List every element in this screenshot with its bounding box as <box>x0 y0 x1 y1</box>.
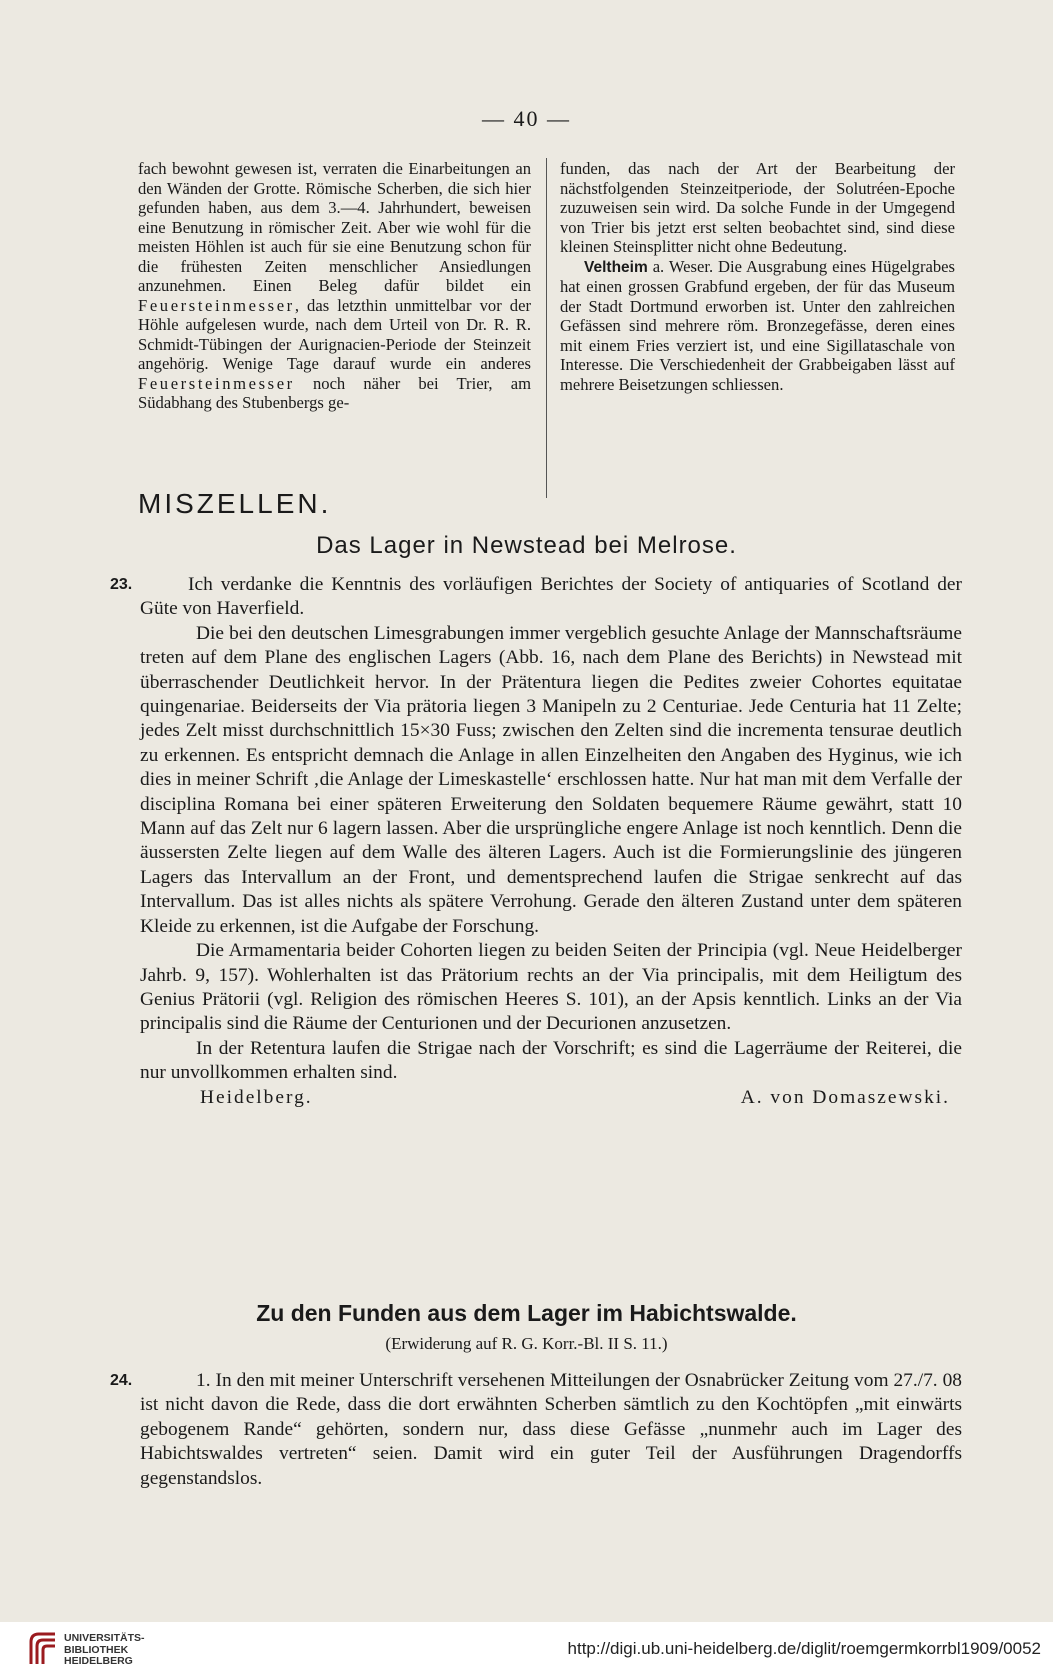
emphasis-feuersteinmesser: Feuersteinmesser <box>138 295 295 315</box>
left-column <box>138 159 531 413</box>
article-number: 23. <box>110 576 133 593</box>
right-column <box>560 159 955 394</box>
article-number: 24. <box>110 1372 133 1389</box>
signature-line <box>140 1086 962 1110</box>
article-paragraph: Die bei den deutschen Limesgrabungen immer vergeblich gesuchte Anlage der Mannschaftsräume treten auf dem Plane des englischen Lagers (Abb. 16, nach dem Plane des Berichts) in Newstead mit überraschender Deutlichkeit hervor. In der Prätentura liegen die Pedites zweier Cohortes equitatae quingenariae. Beiderseits der Via prätoria liegen 3 Manipeln zu 2 Centuriae. Jede Centuria hat 11 Zelte; jedes Zelt misst durchschnittlich 15×30 Fuss; zwischen den Zelten sind die incrementa tensurae deutlich zu erkennen. Es entspricht demnach die Anlage in allen Einzelheiten den Angaben des Hyginus, wie ich dies in meiner Schrift ‚die Anlage der Limeskastelle‘ erschlossen hatte. Nur hat man mit dem Verfalle der disciplina Romana bei einer späteren Erweiterung den Soldaten bequemere Räume gewährt, statt 10 Mann auf das Zelt nur 6 lagern lassen. Aber die ursprüngliche engere Anlage ist noch kenntlich. Denn die äussersten Zelte liegen auf dem Walle des älteren Lagers. Auch ist die Formierungslinie des jüngeren Lagers das Intervallum an der Front, und dementsprechend laufen die Strigae senkrecht auf das Intervallum. Das ist alles nichts als spätere Verrohung. Gerade den älteren Zustand unter dem späteren Kleide zu erkennen, ist die Aufgabe der Forschung. <box>140 622 962 937</box>
source-url-link[interactable]: http://digi.ub.uni-heidelberg.de/diglit/roemgermkorrbl1909/0052 <box>567 1639 1041 1658</box>
library-logo-text: UNIVERSITÄTS- BIBLIOTHEK HEIDELBERG <box>64 1632 145 1667</box>
place-name: Veltheim <box>584 258 648 276</box>
article-title: Das Lager in Newstead bei Melrose. <box>316 532 737 559</box>
emphasis-feuersteinmesser: Feuersteinmesser <box>138 373 295 393</box>
left-column-text: fach bewohnt gewesen ist, verraten die Einarbeitungen an den Wänden der Grotte. Römische Scherben, die sich hier gefunden haben, aus dem 3.—4. Jahrhundert, beweisen eine Benutzung in römischer Zeit. Aber wie wohl für die meisten Höhlen ist auch für sie eine Benutzung schon für die frühesten Zeiten menschlicher Ansiedlungen anzunehmen. Einen Beleg dafür bildet ein Feuersteinmesser, das letzthin unmittelbar vor der Höhle aufgelesen wurde, nach dem Urteil von Dr. R. R. Schmidt-Tübingen der Aurignacien-Periode der Steinzeit angehörig. Wenige Tage darauf wurde ein anderes Feuersteinmesser noch näher bei Trier, am Südabhang des Stubenbergs ge- <box>138 159 531 412</box>
article-title: Zu den Funden aus dem Lager im Habichtswalde. <box>256 1300 797 1326</box>
veltheim-paragraph: Veltheim a. Weser. Die Ausgrabung eines Hügelgrabes hat einen grossen Grabfund ergeben, der für das Museum der Stadt Dortmund erworben ist. Unter den zahlreichen Gefässen sind mehrere röm. Bronzegefässe, deren eines mit einem Fries verziert ist, und eine Sigillataschale von Interesse. Die Verschiedenheit der Grabbeigaben lässt auf mehrere Beisetzungen schliessen. <box>560 256 955 394</box>
signature-author: A. von Domaszewski. <box>740 1086 950 1108</box>
article-paragraph: 1. In den mit meiner Unterschrift versehenen Mitteilungen der Osnabrücker Zeitung vom 27./7. 08 ist nicht davon die Rede, dass die dort erwähnten Scherben sämtlich zu den Kochtöpfen „mit einwärts gebogenem Rande“ gehörten, sondern nur, dass diese Gefässe „nunmehr auch im Lager des Habichtswaldes vertreten“ seien. Damit wird ein guter Teil der Ausführungen Dragendorffs gegenstandslos. <box>140 1370 962 1489</box>
article-body <box>140 1369 962 1491</box>
library-logo-icon <box>27 1630 59 1670</box>
footer-bar <box>0 1622 1053 1677</box>
signature-place: Heidelberg. <box>200 1086 313 1108</box>
right-column-paragraph: funden, das nach der Art der Bearbeitung der nächstfolgenden Steinzeitperiode, der Solutréen-Epoche zuzuweisen sein wird. Da solche Funde in der Umgegend von Trier bis jetzt erst selten beobachtet sind, sind diese kleinen Steinsplitter nicht ohne Bedeutung. <box>560 159 955 256</box>
page-number: — 40 — <box>482 106 571 131</box>
article-body <box>140 573 962 1110</box>
article-subtitle: (Erwiderung auf R. G. Korr.-Bl. II S. 11.) <box>385 1334 668 1353</box>
article-paragraph: Ich verdanke die Kenntnis des vorläufigen Berichtes der Society of antiquaries of Scotland der Güte von Haverfield. <box>140 574 962 620</box>
article-paragraph: In der Retentura laufen die Strigae nach der Vorschrift; es sind die Lagerräume der Reiterei, die nur unvollkommen erhalten sind. <box>140 1037 962 1084</box>
article-paragraph: Die Armamentaria beider Cohorten liegen zu beiden Seiten der Principia (vgl. Neue Heidelberger Jahrb. 9, 157). Wohlerhalten ist das Prätorium rechts an der Via principalis, mit dem Heiligtum des Genius Prätorii (vgl. Religion des römischen Heeres S. 101), an der Apsis kenntlich. Links an der Via principalis sind die Räume der Centurionen und der Decurionen anzusetzen. <box>140 940 962 1035</box>
column-divider <box>546 158 547 498</box>
section-heading: MISZELLEN. <box>138 488 332 519</box>
